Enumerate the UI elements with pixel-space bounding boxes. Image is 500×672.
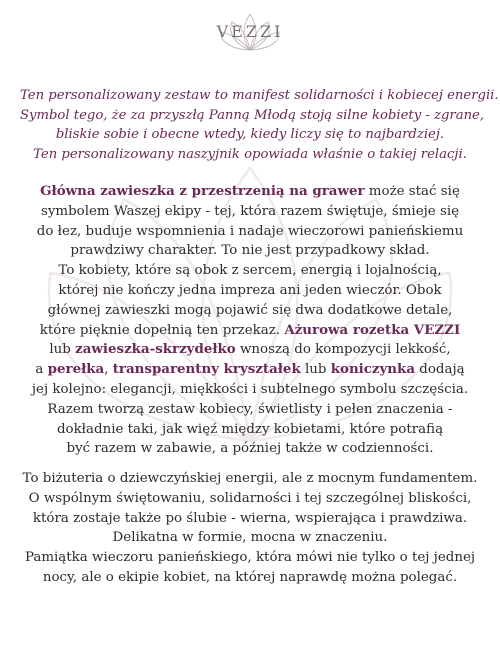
body-line bbox=[10, 340, 490, 360]
highlight-rosette: Ażurowa rozetka VEZZI bbox=[284, 321, 461, 338]
highlight-wing-pendant: zawieszka-skrzydełko bbox=[75, 341, 236, 358]
highlight-clover: koniczynka bbox=[330, 361, 415, 378]
body-line: dokładnie taki, jak więź między kobietami, które potrafią bbox=[56, 421, 444, 437]
body-line: której nie kończy jedna impreza ani jeden wieczór. Obok bbox=[58, 282, 442, 298]
closing-line: To biżuteria o dziewczyńskiej energii, ale z mocnym fundamentem. bbox=[22, 471, 478, 486]
body-line bbox=[10, 321, 490, 341]
logo-wordmark: VEZZI bbox=[216, 22, 284, 41]
closing-paragraph bbox=[10, 469, 490, 588]
body-text-span: lub bbox=[300, 362, 331, 378]
intro-line: Symbol tego, że za przyszłą Panną Młodą stoją silne kobiety - zgrane, bbox=[20, 107, 485, 123]
body-text-span: które pięknie dopełnią ten przekaz. bbox=[39, 322, 285, 338]
intro-line: Ten personalizowany naszyjnik opowiada właśnie o takiej relacji. bbox=[33, 146, 467, 162]
body-line bbox=[10, 360, 490, 380]
closing-line: Pamiątka wieczoru panieńskiego, która mówi nie tylko o tej jednej bbox=[24, 550, 476, 566]
body-text-span: lub bbox=[49, 342, 76, 358]
closing-line: nocy, ale o ekipie kobiet, na której naprawdę można polegać. bbox=[42, 569, 458, 585]
body-text-span: , bbox=[104, 362, 113, 378]
intro-line: bliskie sobie i obecne wtedy, kiedy liczy się to najbardziej. bbox=[55, 127, 445, 143]
intro-paragraph bbox=[20, 86, 499, 164]
closing-line: Delikatna w formie, mocna w znaczeniu. bbox=[112, 530, 388, 546]
closing-line: która zostaje także po ślubie - wierna, wspierająca i prawdziwa. bbox=[32, 510, 468, 526]
body-text-span: wnoszą do kompozycji lekkość, bbox=[235, 342, 451, 358]
body-text-span: a bbox=[35, 362, 48, 378]
body-line: prawdziwy charakter. To nie jest przypadkowy skład. bbox=[70, 243, 430, 259]
body-line: do łez, buduje wspomnienia i nadaje wieczorowi panieńskiemu bbox=[36, 223, 464, 239]
body-line: Razem tworzą zestaw kobiecy, świetlisty i pełen znaczenia - bbox=[47, 401, 453, 417]
intro-line: Ten personalizowany zestaw to manifest solidarności i kobiecej energii. bbox=[20, 88, 499, 103]
highlight-crystal: transparentny kryształek bbox=[112, 361, 301, 378]
body-text-span: może stać się bbox=[364, 184, 460, 199]
body-line: To kobiety, które są obok z sercem, energią i lojalnością, bbox=[58, 263, 442, 279]
brand-logo bbox=[214, 8, 286, 41]
highlight-pearl: perełka bbox=[47, 361, 105, 378]
closing-line: O wspólnym świętowaniu, solidarności i tej szczególnej bliskości, bbox=[28, 490, 472, 506]
body-line bbox=[10, 182, 490, 202]
body-text-span: dodają bbox=[415, 362, 465, 378]
body-line: być razem w zabawie, a później także w codzienności. bbox=[66, 441, 434, 457]
main-paragraph bbox=[10, 182, 490, 459]
body-line: symbolem Waszej ekipy - tej, która razem świętuje, śmieje się bbox=[40, 203, 460, 219]
body-line: jej kolejno: elegancji, miękkości i subtelnego symbolu szczęścia. bbox=[31, 381, 469, 397]
highlight-main-pendant: Główna zawieszka z przestrzenią na grawer bbox=[40, 183, 365, 199]
body-line: głównej zawieszki mogą pojawić się dwa dodatkowe detale, bbox=[47, 302, 453, 318]
